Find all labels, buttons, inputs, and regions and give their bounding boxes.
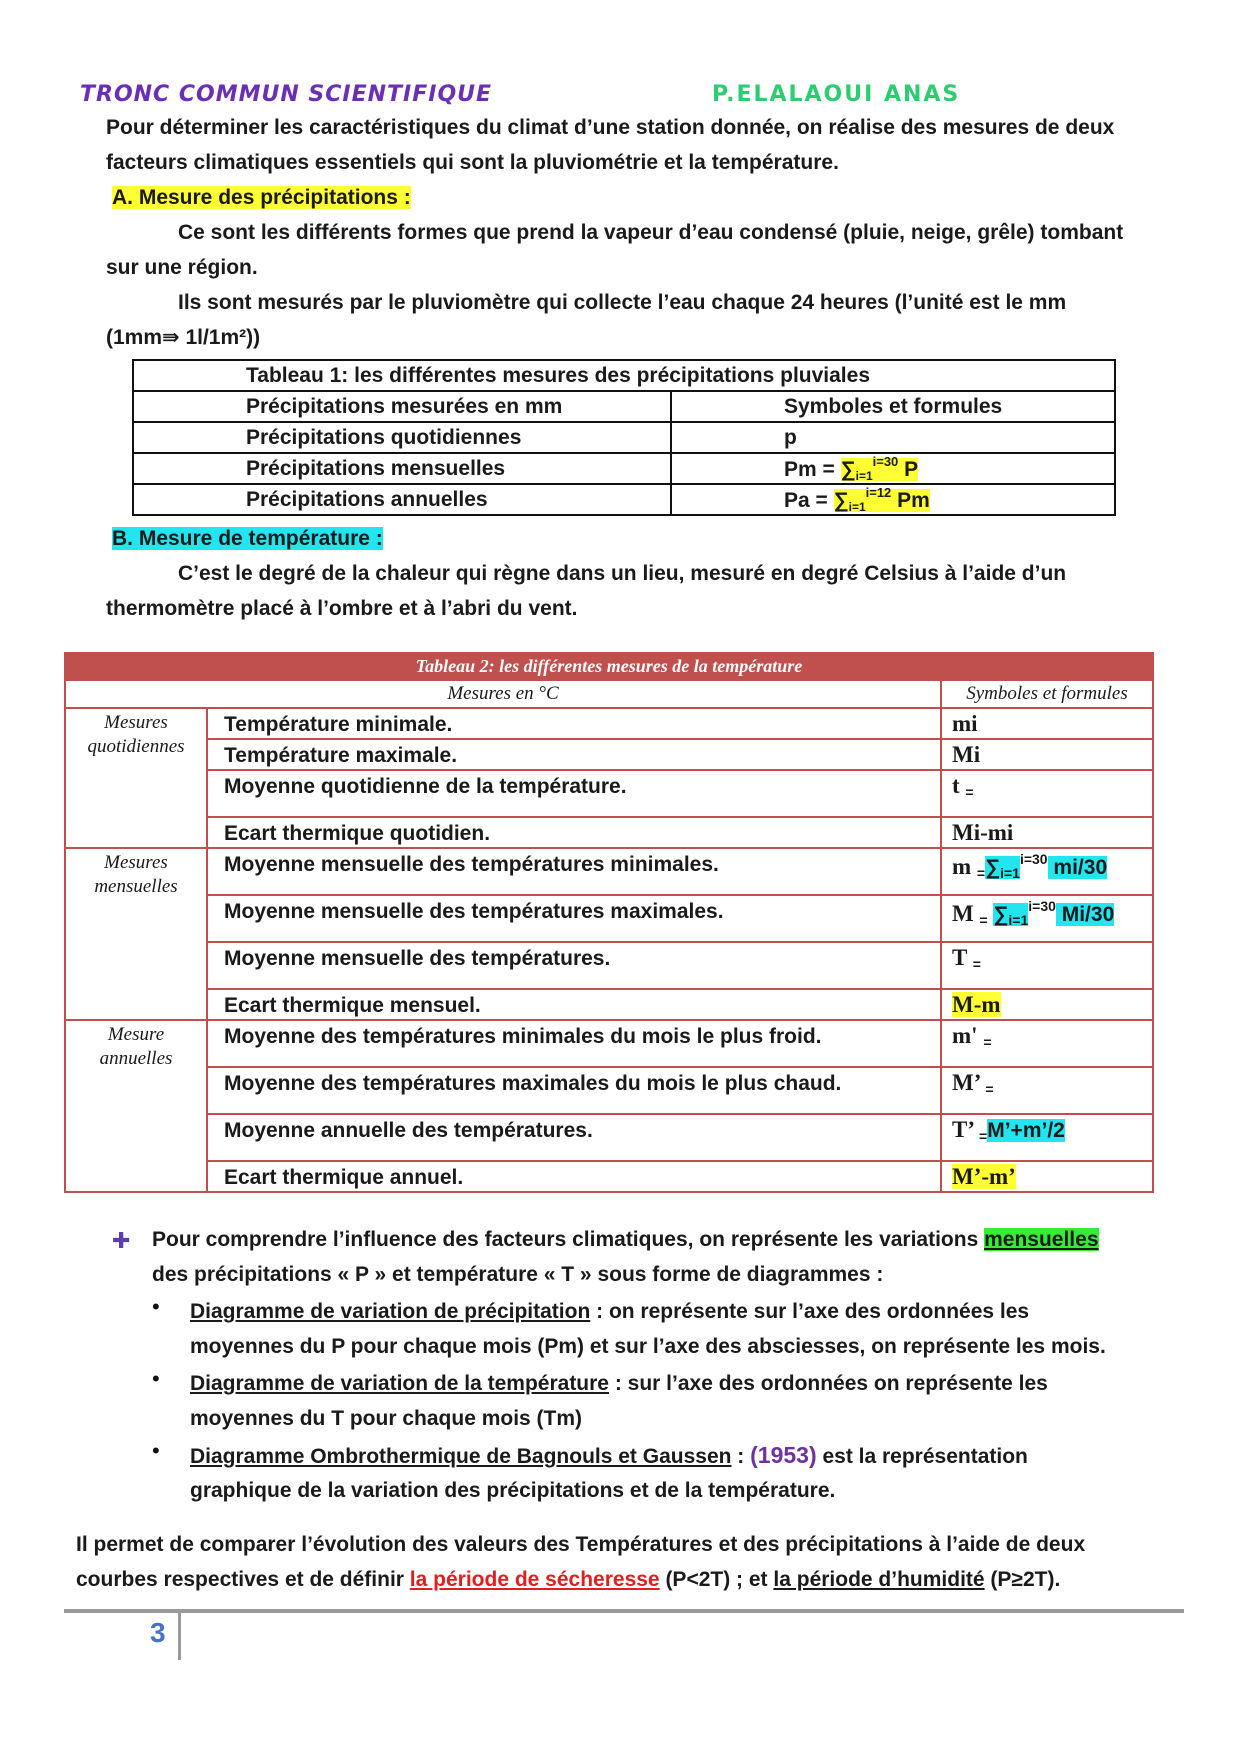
row-desc: Moyenne mensuelle des températures minimales. (207, 848, 941, 895)
conclusion-text: courbes respectives et de définir (76, 1568, 410, 1591)
group-label: mensuelles (94, 876, 178, 897)
table-row (65, 942, 1153, 989)
formula-sum (985, 856, 1020, 879)
formula-superscript: i=30 (1019, 851, 1048, 867)
row-symbol (941, 1020, 1153, 1067)
bullet-2-line2: moyennes du T pour chaque mois (Tm) (190, 1407, 583, 1430)
table-row (133, 422, 1115, 453)
group-label: quotidiennes (87, 736, 185, 757)
formula-sum (840, 454, 919, 483)
bullet-3-year: (1953) (750, 1442, 817, 1468)
bullet-1-text: : on représente sur l’axe des ordonnées les (590, 1300, 1030, 1323)
table-row (65, 848, 1153, 895)
section-a-p2-line2: (1mm⇛ 1l/1m²)) (106, 326, 261, 349)
symbol-base: m' (952, 1023, 978, 1048)
formula-subscript: i=1 (848, 500, 866, 514)
table-row (65, 1067, 1153, 1114)
table2-header-symbol: Symboles et formules (941, 680, 1153, 708)
intro-line-2: facteurs climatiques essentiels qui sont la pluviométrie et la température. (106, 151, 839, 174)
sum-sign: ∑ (840, 458, 856, 481)
section-b-line2: thermomètre placé à l’ombre et à l’abri du vent. (106, 597, 578, 620)
formula-tail: mi/30 (1047, 856, 1108, 879)
diagrams-intro-line1 (152, 1222, 1099, 1257)
table1-row-label: Précipitations annuelles (133, 484, 671, 515)
bullet-3-text: est la représentation (816, 1445, 1028, 1468)
symbol-eq: = (979, 912, 988, 928)
dry-period-term: la période de sécheresse (409, 1568, 660, 1591)
table1-row-label: Précipitations quotidiennes (133, 422, 671, 453)
formula-variable: P (904, 458, 919, 481)
wet-period-term: la période d’humidité (773, 1568, 985, 1591)
symbol-base: M’ (952, 1070, 980, 1095)
conclusion-text: (P≥2T). (984, 1568, 1061, 1591)
bullet-1-line1 (190, 1294, 1029, 1329)
symbol-base: m (952, 854, 972, 879)
formula-subscript: i=1 (855, 469, 873, 483)
table-row (133, 484, 1115, 515)
bullet-2-title: Diagramme de variation de la température (190, 1372, 609, 1395)
conclusion-line1: Il permet de comparer l’évolution des valeurs des Températures et des précipitations à l’aide de deux (76, 1533, 1086, 1556)
table1-caption-row (133, 360, 1115, 391)
table-row (65, 895, 1153, 942)
table-row (65, 989, 1153, 1020)
row-symbol (941, 848, 1153, 895)
symbol-eq: = (983, 1034, 992, 1050)
bullet-3-line2: graphique de la variation des précipitations et de la température. (190, 1479, 836, 1502)
formula-subscript: i=1 (1000, 865, 1020, 881)
formula-superscript: i=30 (872, 454, 899, 469)
diagrams-intro-line2: des précipitations « P » et température « T » sous forme de diagrammes : (152, 1263, 884, 1286)
bullet-dot-icon: • (152, 1366, 160, 1391)
table1-row-symbol: p (671, 422, 1115, 453)
diagrams-intro-text: Pour comprendre l’influence des facteurs climatiques, on représente les variations (152, 1228, 985, 1251)
sum-sign: ∑ (833, 489, 849, 512)
bullet-3-line1 (190, 1438, 1028, 1474)
bullet-dot-icon: • (152, 1294, 160, 1319)
table-row (65, 1161, 1153, 1192)
section-b-line1: C’est le degré de la chaleur qui règne dans un lieu, mesuré en degré Celsius à l’aide d’un (178, 562, 1067, 585)
bullet-1-title: Diagramme de variation de précipitation (190, 1300, 591, 1323)
table2-caption-row (65, 653, 1153, 680)
symbol-base: t (952, 773, 960, 798)
row-symbol (941, 989, 1153, 1020)
formula-superscript: i=12 (865, 485, 892, 500)
header-left: TRONC COMMUN SCIENTIFIQUE (80, 82, 493, 107)
row-symbol (941, 1161, 1153, 1192)
header-right: P.ELALAOUI ANAS (712, 82, 961, 107)
symbol-base: M (952, 901, 974, 926)
table1-row-formula (671, 453, 1115, 484)
row-desc: Moyenne annuelle des températures. (207, 1114, 941, 1161)
diagrams-intro-highlight: mensuelles (984, 1228, 1099, 1251)
symbol-highlighted: M-m (952, 992, 1001, 1017)
precipitation-table (132, 359, 1116, 516)
formula-superscript: i=30 (1028, 898, 1056, 914)
formula-sum (993, 903, 1028, 926)
symbol-base: T (952, 945, 967, 970)
page-number: 3 (150, 1617, 166, 1648)
group-label: Mesures (104, 852, 168, 873)
bullet-dot-icon: • (152, 1438, 160, 1463)
table1-header-symbol: Symboles et formules (671, 391, 1115, 422)
formula-tail: M’+m’/2 (987, 1119, 1065, 1142)
table-row (65, 739, 1153, 770)
group-label: Mesure (107, 1024, 165, 1045)
table-row (65, 770, 1153, 817)
bullet-3-sep: : (731, 1445, 751, 1468)
row-symbol: mi (941, 708, 1153, 739)
bullet-1-line2: moyennes du P pour chaque mois (Pm) et sur l’axe des absciesses, on représente les mois. (190, 1335, 1106, 1358)
sum-sign: ∑ (985, 856, 1001, 879)
row-desc: Ecart thermique quotidien. (207, 817, 941, 848)
symbol-eq: = (965, 784, 974, 800)
row-symbol (941, 895, 1153, 942)
section-a-title (112, 180, 411, 215)
formula-sum (833, 485, 930, 514)
table2-caption: Tableau 2: les différentes mesures de la température (65, 653, 1153, 680)
row-symbol: Mi-mi (941, 817, 1153, 848)
row-symbol (941, 1067, 1153, 1114)
formula-subscript: i=1 (1008, 912, 1029, 928)
row-desc: Moyenne des températures maximales du mois le plus chaud. (207, 1067, 941, 1114)
table-row (133, 453, 1115, 484)
row-symbol (941, 942, 1153, 989)
table1-header-row (133, 391, 1115, 422)
section-a-p1-line2: sur une région. (106, 256, 258, 279)
row-desc: Moyenne quotidienne de la température. (207, 770, 941, 817)
temperature-table (64, 652, 1154, 1193)
row-desc: Moyenne mensuelle des températures maximales. (207, 895, 941, 942)
group-annual (65, 1020, 207, 1192)
footer-divider (64, 1609, 1184, 1613)
symbol-base: T’ (952, 1117, 974, 1142)
section-a-title-text: A. Mesure des précipitations : (112, 186, 411, 209)
row-desc: Température minimale. (207, 708, 941, 739)
section-a-p1-line1: Ce sont les différents formes que prend la vapeur d’eau condensé (pluie, neige, grêle) tombant (178, 221, 1124, 244)
table1-header-measure: Précipitations mesurées en mm (133, 391, 671, 422)
group-monthly (65, 848, 207, 1020)
intro-line-1: Pour déterminer les caractéristiques du climat d’une station donnée, on réalise des mesures de deux (106, 116, 1115, 139)
row-desc: Moyenne des températures minimales du mois le plus froid. (207, 1020, 941, 1067)
formula-prefix: Pa = (784, 489, 834, 512)
row-desc: Ecart thermique annuel. (207, 1161, 941, 1192)
symbol-eq: = (979, 1128, 988, 1144)
footer-vertical-bar (178, 1613, 181, 1660)
conclusion-line2 (76, 1562, 1060, 1597)
formula-tail: Mi/30 (1055, 903, 1115, 926)
table2-header-measure: Mesures en °C (65, 680, 941, 708)
formula-prefix: Pm = (784, 458, 841, 481)
symbol-eq: = (976, 865, 986, 881)
bullet-2-line1 (190, 1366, 1048, 1401)
table1-caption: Tableau 1: les différentes mesures des précipitations pluviales (133, 360, 1115, 391)
symbol-eq: = (985, 1081, 994, 1097)
row-desc: Ecart thermique mensuel. (207, 989, 941, 1020)
section-a-p2-line1: Ils sont mesurés par le pluviomètre qui collecte l’eau chaque 24 heures (l’unité est le mm (178, 291, 1067, 314)
group-label: annuelles (99, 1048, 173, 1069)
group-label: Mesures (104, 712, 168, 733)
row-symbol (941, 1114, 1153, 1161)
conclusion-text: (P<2T) ; et (659, 1568, 774, 1591)
row-desc: Moyenne mensuelle des températures. (207, 942, 941, 989)
sum-sign: ∑ (993, 903, 1009, 926)
table1-row-formula (671, 484, 1115, 515)
table-row (65, 1114, 1153, 1161)
arrow-bullet-icon: ✚ (112, 1228, 131, 1253)
table-row (65, 1020, 1153, 1067)
table-row (65, 708, 1153, 739)
table1-row-label: Précipitations mensuelles (133, 453, 671, 484)
bullet-3-title: Diagramme Ombrothermique de Bagnouls et Gaussen (190, 1445, 732, 1468)
row-desc: Température maximale. (207, 739, 941, 770)
table2-header-row (65, 680, 1153, 708)
section-b-title-text: B. Mesure de température : (112, 527, 383, 550)
formula-variable: Pm (897, 489, 930, 512)
group-daily (65, 708, 207, 848)
row-symbol (941, 770, 1153, 817)
bullet-2-text: : sur l’axe des ordonnées on représente les (609, 1372, 1048, 1395)
symbol-highlighted: M’-m’ (952, 1164, 1016, 1189)
row-symbol: Mi (941, 739, 1153, 770)
table-row (65, 817, 1153, 848)
section-b-title (112, 521, 383, 556)
symbol-eq: = (972, 956, 981, 972)
